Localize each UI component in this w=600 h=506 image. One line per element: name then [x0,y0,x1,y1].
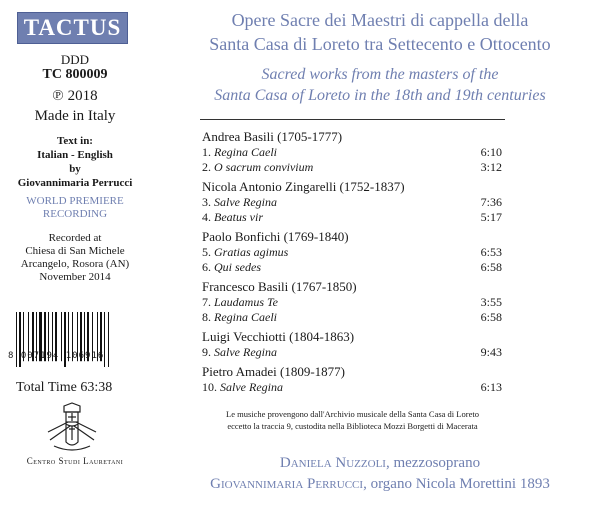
text-in-block [0,134,150,190]
track-duration: 6:58 [480,310,502,324]
title-en-line: Sacred works from the masters of the [261,66,499,83]
track-number: 4. [202,210,211,224]
title-it-line: Opere Sacre dei Maestri di cappella della [231,10,529,30]
title-it-line: Santa Casa di Loreto tra Settecento e Ottocento [209,34,551,54]
text-in-line: Italian - English [37,149,113,161]
track-title: O sacrum convivium [214,160,314,174]
section-divider [200,119,505,120]
track-title: Salve Regina [214,345,277,359]
track-title: Regina Caeli [214,310,277,324]
performer-role: , organo Nicola Morettini 1893 [363,476,550,492]
composer-name: Luigi Vecchiotti (1804-1863) [202,329,355,344]
track-label [202,160,313,175]
composer-group [202,179,502,225]
track-row [202,160,502,175]
composer-name: Andrea Basili (1705-1777) [202,129,343,144]
track-number: 5. [202,245,211,259]
tactus-logo: TACTUS [17,12,128,44]
track-duration: 6:13 [480,380,502,394]
performer-name: Giovannimaria Perrucci [210,476,364,492]
track-number: 6. [202,260,211,274]
track-number: 7. [202,295,211,309]
centro-studi-label: Centro Studi Lauretani [26,456,124,466]
track-label [202,210,263,225]
track-number: 8. [202,310,211,324]
track-duration: 6:58 [480,260,502,274]
note-line: Le musiche provengono dall'Archivio musicale della Santa Casa di Loreto [226,409,479,419]
text-in-line: Text in: [57,135,93,147]
track-row [202,195,502,210]
composer-group [202,229,502,275]
track-row [202,380,502,395]
composer-group [202,364,502,395]
track-title: Beatus vir [214,210,263,224]
track-label [202,380,283,395]
track-number: 2. [202,160,211,174]
composer-group [202,129,502,175]
archive-note [185,408,520,432]
total-time: Total Time 63:38 [16,380,113,395]
track-duration: 6:53 [480,245,502,259]
track-row [202,210,502,225]
track-label [202,310,277,325]
recorded-line: Arcangelo, Rosora (AN) [20,258,130,270]
track-row [202,295,502,310]
track-title: Laudamus Te [214,295,278,309]
recorded-line: Chiesa di San Michele [25,245,125,257]
composer-group [202,329,502,360]
track-duration: 5:17 [480,210,502,224]
track-row [202,145,502,160]
title-italian [160,8,600,56]
premiere-line: RECORDING [42,208,108,220]
track-duration: 6:10 [480,145,502,159]
recorded-line: November 2014 [39,271,111,283]
track-label [202,260,261,275]
title-english [160,64,600,106]
premiere-line: WORLD PREMIERE [26,195,124,207]
track-label [202,195,277,210]
note-line: eccetto la traccia 9, custodita nella Biblioteca Mozzi Borgetti di Macerata [227,421,478,431]
papal-emblem-icon [42,402,102,454]
performer-role: , mezzosoprano [385,455,481,471]
phonogram-year: ℗ 2018 [52,88,98,104]
track-label [202,295,278,310]
track-duration: 3:12 [480,160,502,174]
composer-name: Nicola Antonio Zingarelli (1752-1837) [202,179,405,194]
track-title: Salve Regina [220,380,283,394]
track-row [202,345,502,360]
made-in: Made in Italy [34,108,116,124]
track-row [202,245,502,260]
composer-name: Pietro Amadei (1809-1877) [202,364,345,379]
track-title: Regina Caeli [214,145,277,159]
composer-name: Francesco Basili (1767-1850) [202,279,357,294]
tracklist [202,128,502,395]
performer-1 [160,455,600,472]
track-label [202,245,288,260]
title-en-line: Santa Casa of Loreto in the 18th and 19th centuries [214,87,546,104]
track-title: Gratias agimus [214,245,289,259]
track-number: 3. [202,195,211,209]
catalog-number: TC 800009 [42,67,108,82]
track-number: 1. [202,145,211,159]
recording-info [0,232,150,284]
composer-name: Paolo Bonfichi (1769-1840) [202,229,349,244]
track-duration: 3:55 [480,295,502,309]
track-duration: 9:43 [480,345,502,359]
barcode-digits: 8 007194 106916 [8,351,105,361]
track-duration: 7:36 [480,195,502,209]
performer-2 [160,476,600,493]
premiere-badge [0,195,150,221]
track-title: Salve Regina [214,195,277,209]
track-row [202,310,502,325]
track-label [202,145,277,160]
track-label [202,345,277,360]
text-in-line: by [69,163,81,175]
track-number: 9. [202,345,211,359]
composer-group [202,279,502,325]
track-row [202,260,502,275]
ddd-label: DDD [60,52,90,67]
track-number: 10. [202,380,217,394]
performer-name: Daniela Nuzzoli [279,455,386,471]
recorded-line: Recorded at [48,232,102,244]
text-in-line: Giovannimaria Perrucci [17,177,133,189]
track-title: Qui sedes [214,260,261,274]
